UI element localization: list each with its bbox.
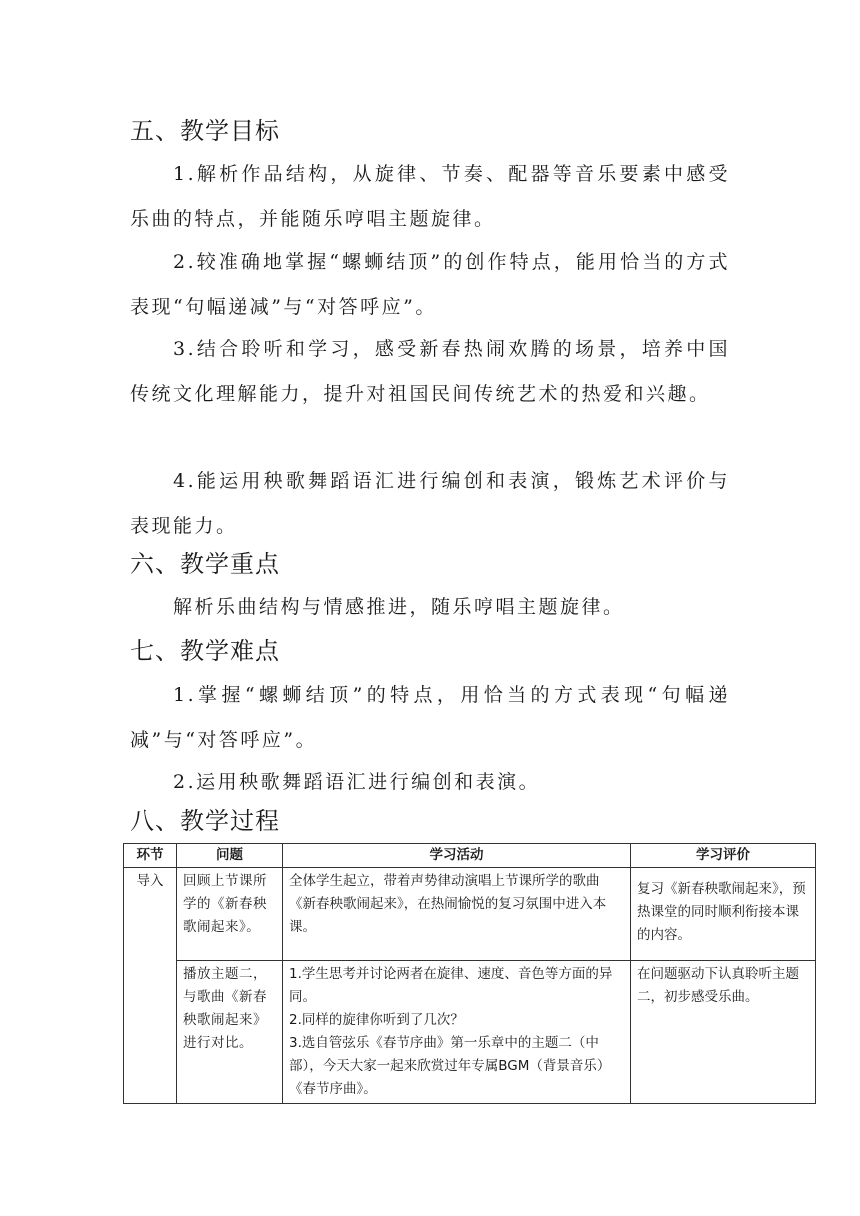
activity-cell: 全体学生起立，带着声势律动演唱上节课所学的歌曲《新春秧歌闹起来》，在热闹愉悦的复习氛围中进入本课。 [283, 868, 631, 961]
objective-item-4: 4.能运用秧歌舞蹈语汇进行编创和表演，锻炼艺术评价与表现能力。 [130, 470, 730, 537]
activity-line: 3.选自管弦乐《春节序曲》第一乐章中的主题二（中部），今天大家一起来欣赏过年专属BGM（背景音乐）《春节序曲》。 [289, 1035, 611, 1097]
table-row [124, 961, 816, 1104]
stage-cell: 导入 [124, 868, 177, 1104]
difficulty-item-2: 2.运用秧歌舞蹈语汇进行编创和表演。 [173, 771, 541, 793]
header-evaluation: 学习评价 [631, 844, 816, 868]
activity-line: 2.同样的旋律你听到了几次？ [289, 1012, 464, 1028]
difficulties-heading: 七、教学难点 [130, 637, 280, 665]
key-points-text: 解析乐曲结构与情感推进，随乐哼唱主题旋律。 [173, 596, 625, 618]
process-heading: 八、教学过程 [130, 807, 280, 835]
table-row [124, 868, 816, 961]
teaching-process-table [123, 843, 816, 1104]
activity-line: 1.学生思考并讨论两者在旋律、速度、音色等方面的异同。 [289, 966, 613, 1005]
key-points-heading: 六、教学重点 [130, 550, 280, 578]
activity-cell [283, 961, 631, 1104]
question-cell: 回顾上节课所学的《新春秧歌闹起来》。 [177, 868, 283, 961]
header-question: 问题 [177, 844, 283, 868]
header-activity: 学习活动 [283, 844, 631, 868]
table-header-row [124, 844, 816, 868]
evaluation-cell: 复习《新春秧歌闹起来》，预热课堂的同时顺利衔接本课的内容。 [631, 868, 816, 961]
header-stage: 环节 [124, 844, 177, 868]
objective-item-2: 2.较准确地掌握“螺蛳结顶”的创作特点，能用恰当的方式表现“句幅递减”与“对答呼应”。 [130, 251, 730, 318]
objectives-heading: 五、教学目标 [130, 117, 280, 145]
objective-item-3: 3.结合聆听和学习，感受新春热闹欢腾的场景，培养中国传统文化理解能力，提升对祖国民间传统艺术的热爱和兴趣。 [130, 338, 730, 405]
difficulty-item-1: 1.掌握“螺蛳结顶”的特点，用恰当的方式表现“句幅递减”与“对答呼应”。 [130, 684, 730, 751]
objective-item-1: 1.解析作品结构，从旋律、节奏、配器等音乐要素中感受乐曲的特点，并能随乐哼唱主题旋律。 [130, 163, 730, 230]
evaluation-cell: 在问题驱动下认真聆听主题二，初步感受乐曲。 [631, 961, 816, 1104]
question-cell: 播放主题二，与歌曲《新春秧歌闹起来》进行对比。 [177, 961, 283, 1104]
